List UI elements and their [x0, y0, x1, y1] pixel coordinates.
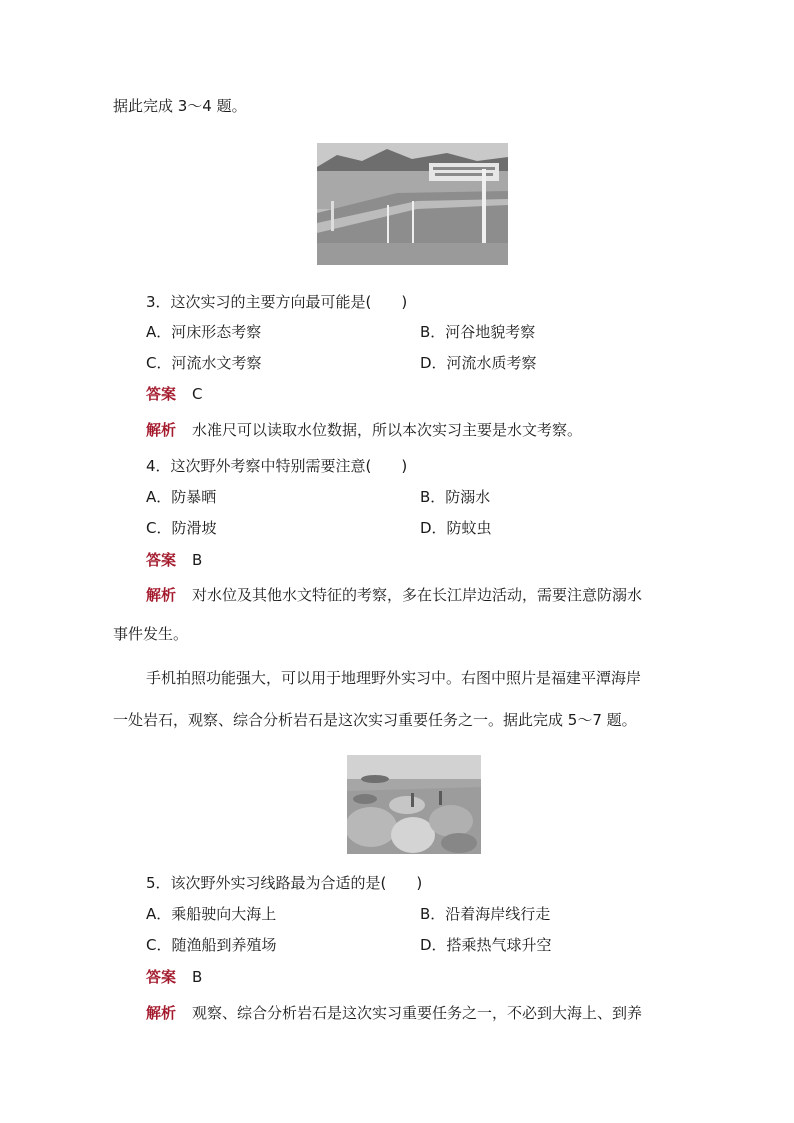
analysis-text: 水准尺可以读取水位数据，所以本次实习主要是水文考察。: [192, 421, 583, 439]
q3-stem: 3．这次实习的主要方向最可能是( ): [146, 293, 408, 311]
q3-option-c: C．河流水文考察: [146, 354, 262, 372]
river-bank-photo: [317, 143, 508, 265]
q4-option-c: C．防滑坡: [146, 519, 217, 537]
analysis-text: 对水位及其他水文特征的考察，多在长江岸边活动，需要注意防溺水: [192, 586, 643, 604]
q3-option-b: B．河谷地貌考察: [420, 323, 536, 341]
q3-option-a: A．河床形态考察: [146, 323, 262, 341]
q5-option-d: D．搭乘热气球升空: [420, 936, 552, 954]
q5-option-c: C．随渔船到养殖场: [146, 936, 277, 954]
analysis-label: 解析: [146, 586, 177, 604]
q4-analysis-line2: 事件发生。: [113, 625, 189, 643]
answer-label: 答案: [146, 385, 177, 403]
analysis-text: 观察、综合分析岩石是这次实习重要任务之一，不必到大海上、到养: [192, 1004, 643, 1022]
intro-text-2-line2: 一处岩石，观察、综合分析岩石是这次实习重要任务之一。据此完成 5～7 题。: [113, 711, 637, 729]
q4-answer: [146, 550, 202, 570]
answer-label: 答案: [146, 968, 177, 986]
coastal-rock-photo: [347, 755, 481, 854]
q3-option-d: D．河流水质考察: [420, 354, 537, 372]
answer-value: B: [192, 968, 203, 986]
q4-option-b: B．防溺水: [420, 488, 491, 506]
analysis-label: 解析: [146, 421, 177, 439]
answer-label: 答案: [146, 551, 177, 569]
q5-answer: [146, 967, 202, 987]
analysis-label: 解析: [146, 1004, 177, 1022]
q4-option-d: D．防蚊虫: [420, 519, 492, 537]
answer-value: B: [192, 551, 203, 569]
q3-analysis: [146, 420, 582, 440]
q4-option-a: A．防暴晒: [146, 488, 217, 506]
q5-option-b: B．沿着海岸线行走: [420, 905, 551, 923]
q3-answer: [146, 384, 203, 404]
q4-stem: 4．这次野外考察中特别需要注意( ): [146, 457, 408, 475]
q5-option-a: A．乘船驶向大海上: [146, 905, 277, 923]
q5-stem: 5．该次野外实习线路最为合适的是( ): [146, 874, 423, 892]
q4-analysis-line1: [146, 585, 642, 605]
intro-text-1: 据此完成 3～4 题。: [113, 97, 247, 115]
intro-text-2-line1: 手机拍照功能强大，可以用于地理野外实习中。右图中照片是福建平潭海岸: [146, 669, 642, 687]
answer-value: C: [192, 385, 203, 403]
q5-analysis: [146, 1003, 642, 1023]
